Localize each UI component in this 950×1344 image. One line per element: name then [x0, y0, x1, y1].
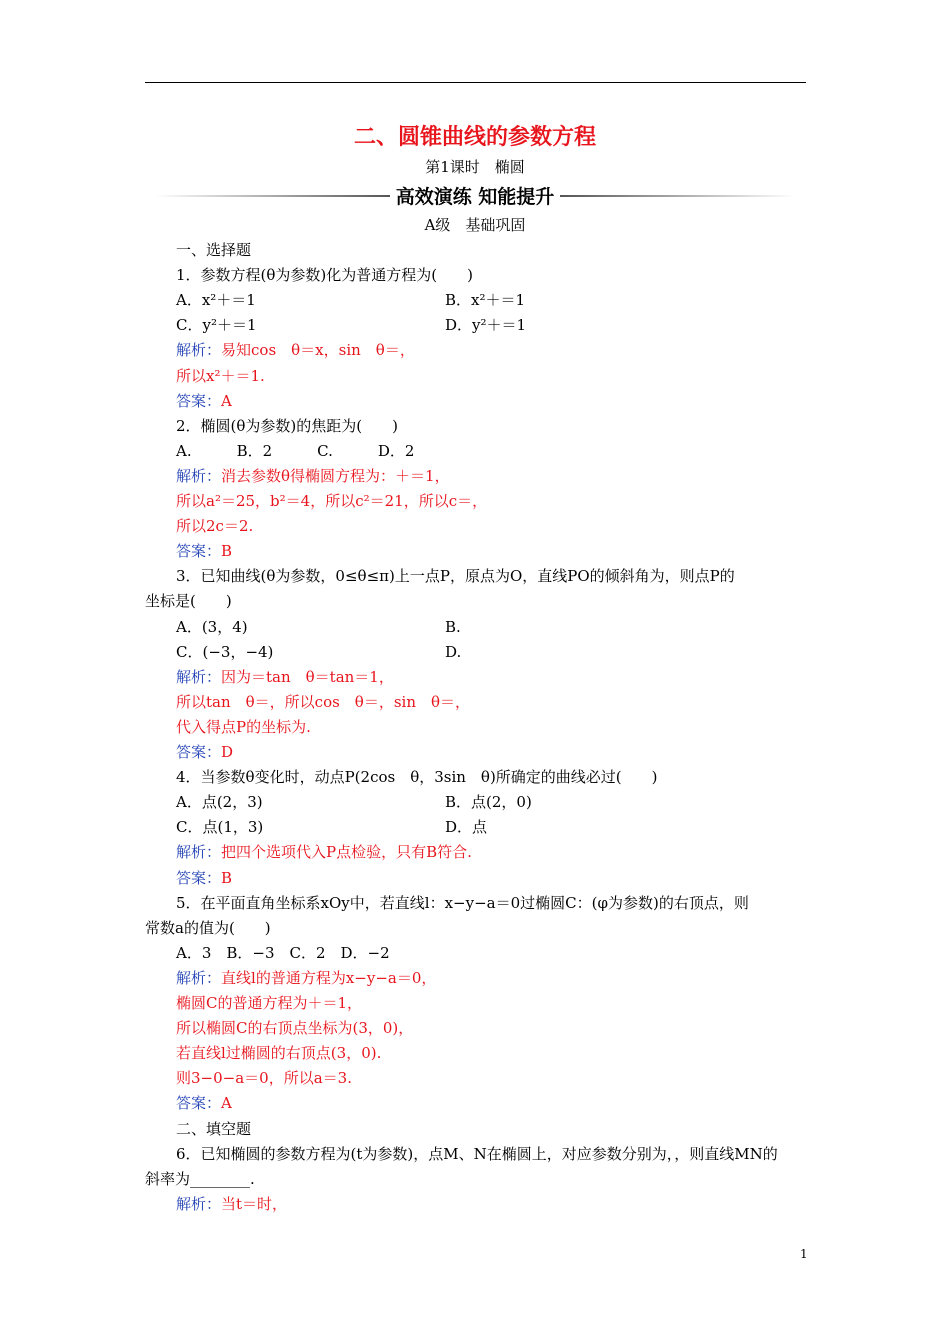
solution-label: 解析：: [176, 668, 222, 686]
solution-line: 所以tan θ＝，所以cos θ＝，sin θ＝，: [176, 693, 471, 711]
answer-text: B: [221, 869, 233, 887]
answer-line: [176, 868, 232, 888]
question-line: 4．当参数θ变化时，动点P(2cos θ，3sin θ)所确定的曲线必过( ): [176, 768, 658, 786]
answer-text: A: [221, 1094, 232, 1112]
document-title: 二、圆锥曲线的参数方程: [353, 125, 596, 150]
option-left: C．(−3，−4): [176, 643, 274, 661]
option-left: C．y²＋＝1: [176, 316, 257, 334]
question-line: 1．参数方程(θ为参数)化为普通方程为( ): [176, 266, 473, 284]
solution-text: 直线l的普通方程为x−y−a＝0，: [221, 969, 437, 987]
solution-line: 椭圆C的普通方程为＋＝1，: [176, 994, 363, 1012]
section-heading: 一、选择题: [176, 241, 252, 259]
solution-line: [176, 466, 450, 486]
question-line: A. B．2 C. D．2: [176, 442, 415, 460]
solution-text: 消去参数θ得椭圆方程为：＋＝1，: [221, 467, 450, 485]
question-line: A．3 B．−3 C．2 D．−2: [176, 944, 390, 962]
section-heading: 二、填空题: [176, 1120, 252, 1138]
question-line: 6．已知椭圆的参数方程为(t为参数)，点M、N在椭圆上，对应参数分别为，，则直线MN的: [176, 1145, 778, 1163]
page-number: 1: [800, 1247, 808, 1261]
solution-line: [176, 340, 415, 360]
solution-line: [176, 667, 394, 687]
option-right: D．点: [445, 818, 488, 836]
solution-label: 解析：: [176, 341, 222, 359]
banner-text: 高效演练 知能提升: [395, 186, 555, 208]
answer-text: A: [221, 392, 232, 410]
answer-label: 答案：: [176, 1094, 222, 1112]
banner-rule-right: [560, 195, 795, 197]
answer-text: B: [221, 542, 233, 560]
answer-text: D: [221, 743, 234, 761]
option-left: A．(3，4): [176, 618, 248, 636]
solution-label: 解析：: [176, 467, 222, 485]
solution-label: 解析：: [176, 1195, 222, 1213]
solution-line: 所以椭圆C的右顶点坐标为(3，0)，: [176, 1019, 414, 1037]
answer-line: [176, 742, 233, 762]
option-right: B．点(2，0): [445, 793, 532, 811]
option-right: D.: [445, 643, 462, 661]
answer-label: 答案：: [176, 743, 222, 761]
question-line: 3．已知曲线(θ为参数，0≤θ≤π)上一点P，原点为O，直线PO的倾斜角为，则点P的: [176, 567, 735, 585]
solution-text: 当t＝时，: [221, 1195, 288, 1213]
solution-line: 若直线l过椭圆的右顶点(3，0).: [176, 1044, 382, 1062]
solution-line: 所以a²＝25，b²＝4，所以c²＝21，所以c＝，: [176, 492, 488, 510]
solution-text: 把四个选项代入P点检验，只有B符合.: [221, 843, 472, 861]
answer-line: [176, 1093, 232, 1113]
answer-label: 答案：: [176, 542, 222, 560]
solution-text: 因为＝tan θ＝tan＝1，: [221, 668, 394, 686]
section-banner: [155, 182, 795, 210]
question-line: 常数a的值为( ): [145, 919, 271, 937]
solution-label: 解析：: [176, 843, 222, 861]
answer-line: [176, 391, 232, 411]
question-line: 坐标是( ): [145, 592, 232, 610]
lesson-subtitle: 第1课时 椭圆: [425, 158, 525, 176]
option-right: D．y²＋＝1: [445, 316, 527, 334]
question-line: 5．在平面直角坐标系xOy中，若直线l：x−y−a＝0过椭圆C：(φ为参数)的右顶点，则: [176, 894, 749, 912]
header-rule: [145, 82, 806, 83]
option-left: C．点(1，3): [176, 818, 264, 836]
solution-line: 所以2c＝2.: [176, 517, 254, 535]
solution-label: 解析：: [176, 969, 222, 987]
answer-label: 答案：: [176, 392, 222, 410]
solution-line: [176, 842, 472, 862]
option-right: B．x²＋＝1: [445, 291, 526, 309]
solution-line: [176, 968, 436, 988]
solution-line: 所以x²＋＝1.: [176, 367, 265, 385]
question-line: 2．椭圆(θ为参数)的焦距为( ): [176, 417, 398, 435]
solution-text: 易知cos θ＝x，sin θ＝，: [221, 341, 415, 359]
solution-line: [176, 1194, 287, 1214]
answer-label: 答案：: [176, 869, 222, 887]
option-right: B.: [445, 618, 461, 636]
option-left: A．点(2，3): [176, 793, 263, 811]
question-line: 斜率为________.: [145, 1170, 255, 1188]
level-heading: A级 基础巩固: [424, 216, 526, 234]
solution-line: 则3−0−a＝0，所以a＝3.: [176, 1069, 352, 1087]
option-left: A．x²＋＝1: [176, 291, 256, 309]
solution-line: 代入得点P的坐标为.: [176, 718, 311, 736]
answer-line: [176, 541, 232, 561]
